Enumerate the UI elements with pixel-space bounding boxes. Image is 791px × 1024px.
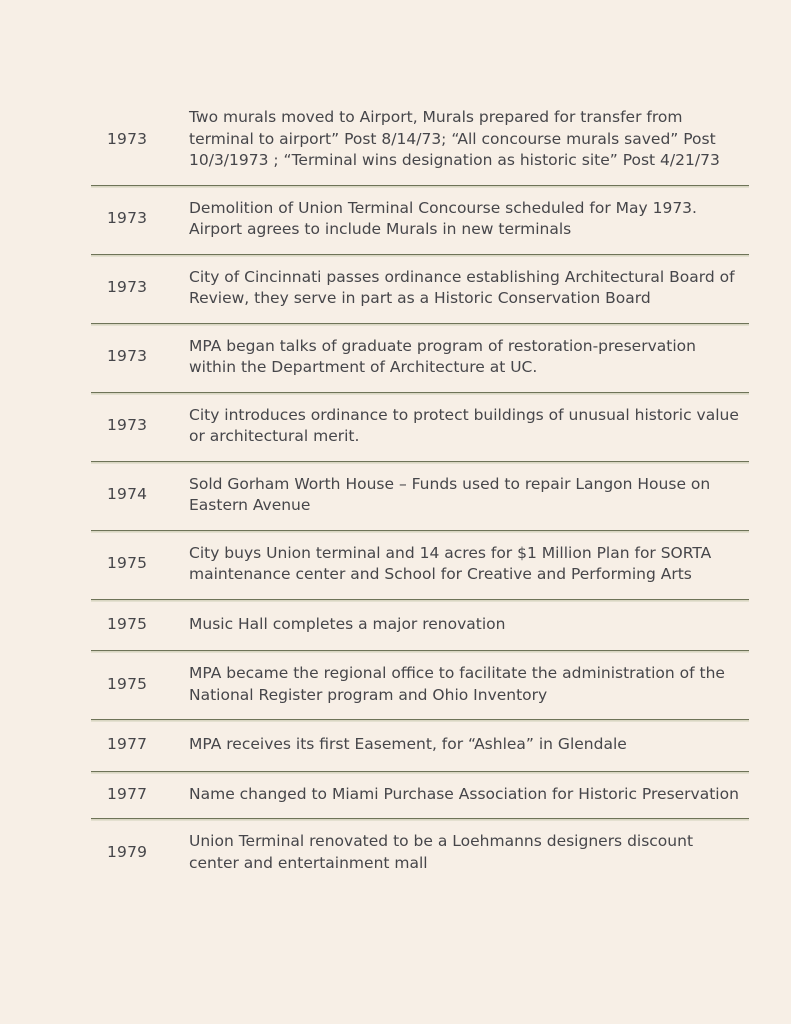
table-row — [91, 254, 749, 323]
table-row-inner — [91, 772, 749, 819]
row-year: 1975 — [107, 674, 148, 693]
row-description: MPA began talks of graduate program of restoration-preservation within the Department of Architecture at UC. — [189, 336, 696, 376]
row-year: 1973 — [107, 129, 148, 148]
table-row — [91, 650, 749, 719]
row-year: 1977 — [107, 784, 148, 803]
row-year: 1973 — [107, 416, 148, 435]
table-row-inner — [91, 531, 749, 599]
row-year: 1975 — [107, 614, 148, 633]
table-row — [91, 719, 749, 771]
row-year: 1973 — [107, 278, 148, 297]
row-year: 1973 — [107, 209, 148, 228]
table-row-inner — [91, 95, 749, 185]
table-row — [91, 530, 749, 599]
row-year: 1979 — [107, 842, 148, 861]
table-row — [91, 323, 749, 392]
table-row-inner — [91, 819, 749, 887]
table-row-inner — [91, 651, 749, 719]
table-row — [91, 95, 749, 185]
table-row-inner — [91, 324, 749, 392]
row-description: Union Terminal renovated to be a Loehmanns designers discount center and entertainment mall — [189, 832, 694, 872]
row-description: City of Cincinnati passes ordinance establishing Architectural Board of Review, they serve in part as a Historic Conservation Board — [189, 267, 735, 307]
table-row — [91, 461, 749, 530]
table-row-inner — [91, 720, 749, 771]
table-row — [91, 185, 749, 254]
row-description: Sold Gorham Worth House – Funds used to repair Langon House on Eastern Avenue — [189, 474, 711, 514]
row-year: 1977 — [107, 735, 148, 753]
timeline-table — [91, 95, 749, 887]
table-row-inner — [91, 462, 749, 530]
row-year: 1975 — [107, 554, 148, 573]
table-row-inner — [91, 186, 749, 254]
row-description: Demolition of Union Terminal Concourse scheduled for May 1973. Airport agrees to include Murals in new terminals — [189, 198, 697, 238]
table-row-inner — [91, 393, 749, 461]
row-description: MPA receives its first Easement, for “Ashlea” in Glendale — [189, 735, 627, 753]
table-row — [91, 771, 749, 819]
row-description: City introduces ordinance to protect buildings of unusual historic value or architectural merit. — [189, 405, 739, 445]
row-description: Two murals moved to Airport, Murals prepared for transfer from terminal to airport” Post 8/14/73; “All concourse murals saved” Post 10/3/1973 ; “Terminal wins designation as historic site” Post 4/21/73 — [189, 108, 720, 169]
row-description: Music Hall completes a major renovation — [189, 614, 506, 633]
row-description: City buys Union terminal and 14 acres for $1 Million Plan for SORTA maintenance center and School for Creative and Performing Arts — [189, 543, 712, 583]
table-row — [91, 599, 749, 651]
table-row — [91, 392, 749, 461]
row-description: Name changed to Miami Purchase Association for Historic Preservation — [189, 784, 739, 803]
table-row — [91, 818, 749, 887]
table-row-inner — [91, 600, 749, 651]
row-year: 1973 — [107, 347, 148, 366]
table-row-inner — [91, 255, 749, 323]
row-year: 1974 — [107, 485, 148, 504]
row-description: MPA became the regional office to facilitate the administration of the National Register program and Ohio Inventory — [189, 664, 725, 704]
